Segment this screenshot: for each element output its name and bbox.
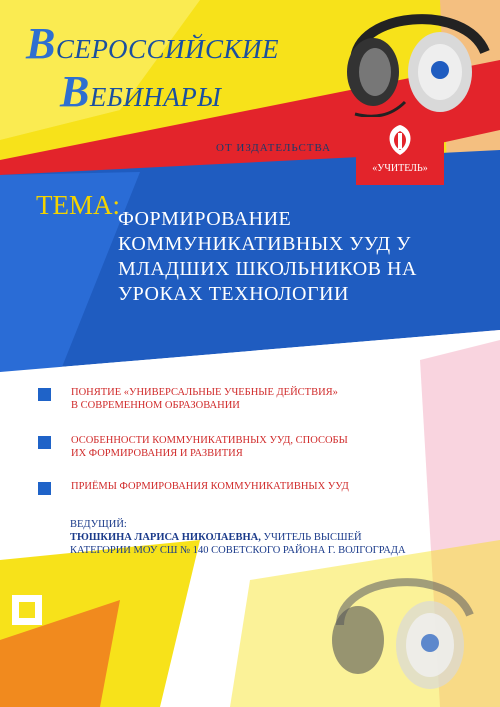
bullet-square-icon (38, 436, 51, 449)
presenter-name: ТЮШКИНА ЛАРИСА НИКОЛАЕВНА, (70, 532, 261, 543)
topic-line: ИХ ФОРМИРОВАНИЯ И РАЗВИТИЯ (71, 448, 243, 459)
presenter-desc-1: УЧИТЕЛЬ ВЫСШЕЙ (260, 532, 362, 543)
bullet-square-icon (38, 388, 51, 401)
title-rest-2: ЕБИНАРЫ (89, 82, 222, 112)
topic-line: ОСОБЕННОСТИ КОММУНИКАТИВНЫХ УУД, СПОСОБЫ (71, 435, 348, 446)
presenter-desc-2: КАТЕГОРИИ МОУ СШ № 140 СОВЕТСКОГО РАЙОНА Г. ВОЛГОГРАДА (70, 545, 406, 556)
title-line-2 (60, 66, 221, 117)
uchitel-logo-icon (356, 117, 444, 185)
topic-line: ПРИЁМЫ ФОРМИРОВАНИЯ КОММУНИКАТИВНЫХ УУД (71, 481, 349, 492)
title-initial-1: В (26, 19, 56, 68)
theme-text: ФОРМИРОВАНИЕ КОММУНИКАТИВНЫХ УУД У МЛАДШИХ ШКОЛЬНИКОВ НА УРОКАХ ТЕХНОЛОГИИ (118, 208, 417, 305)
presenter-label: ВЕДУЩИЙ: (70, 519, 127, 530)
bullet-square-icon (38, 482, 51, 495)
publisher-label: ОТ ИЗДАТЕЛЬСТВА (216, 142, 332, 154)
theme-label: ТЕМА: (36, 190, 120, 220)
title-rest-1: СЕРОССИЙСКИЕ (55, 34, 279, 64)
publisher-logo (356, 117, 444, 185)
topic-line: В СОВРЕМЕННОМ ОБРАЗОВАНИИ (71, 400, 240, 411)
logo-text: «УЧИТЕЛЬ» (372, 163, 428, 174)
topic-line: ПОНЯТИЕ «УНИВЕРСАЛЬНЫЕ УЧЕБНЫЕ ДЕЙСТВИЯ» (71, 387, 338, 398)
presenter-block (70, 518, 470, 557)
title-initial-2: В (60, 67, 90, 116)
title-line-1 (26, 18, 279, 69)
